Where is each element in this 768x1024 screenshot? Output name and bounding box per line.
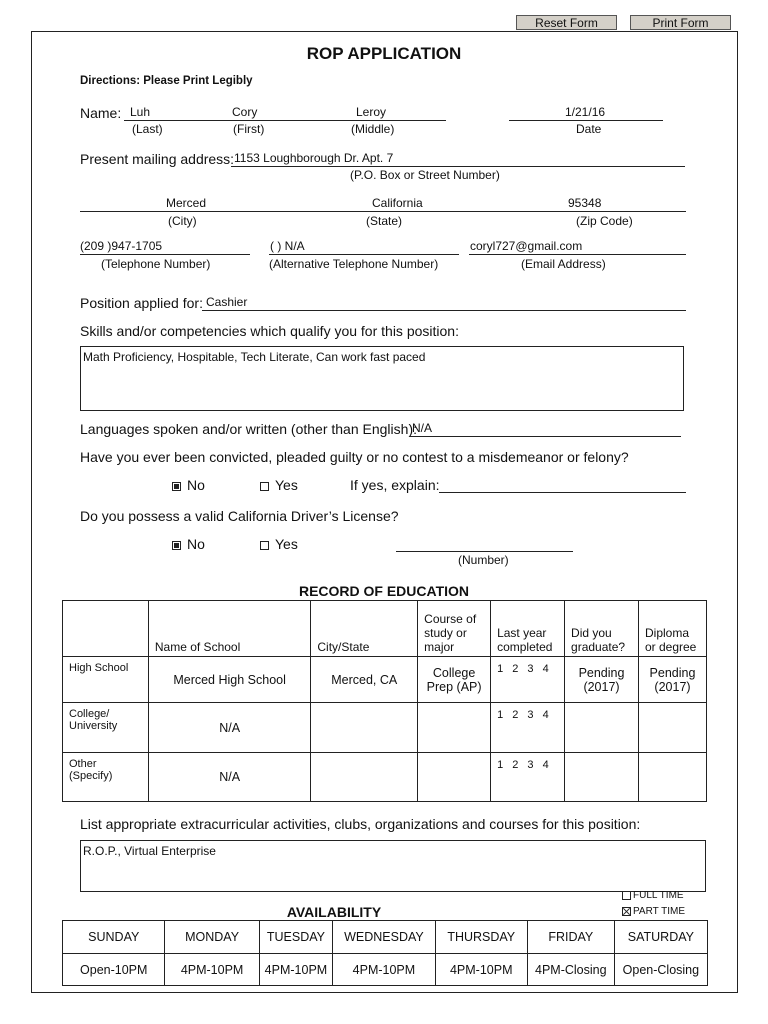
table-row (63, 954, 708, 986)
diploma-cell[interactable] (638, 753, 706, 802)
convicted-yes-label: Yes (275, 477, 298, 493)
part-time-label: PART TIME (633, 906, 686, 917)
city-caption: (City) (168, 214, 197, 228)
license-yes-option[interactable] (260, 536, 298, 552)
full-time-option[interactable] (622, 890, 684, 901)
education-header: Diploma or degree (638, 601, 706, 657)
last-caption: (Last) (132, 122, 163, 136)
day-header: SUNDAY (63, 921, 165, 954)
education-type: Other (Specify) (63, 753, 149, 802)
hours-cell[interactable]: 4PM-10PM (259, 954, 333, 986)
license-number-caption: (Number) (458, 553, 509, 567)
languages-field[interactable]: N/A (412, 421, 433, 435)
license-yes-checkbox[interactable] (260, 541, 269, 550)
education-header (63, 601, 149, 657)
city-state-cell[interactable] (311, 703, 418, 753)
hours-cell[interactable]: 4PM-10PM (165, 954, 259, 986)
education-title: RECORD OF EDUCATION (298, 583, 470, 599)
full-time-label: FULL TIME (633, 890, 684, 901)
convicted-yes-option[interactable] (260, 477, 298, 493)
day-header: SATURDAY (614, 921, 707, 954)
education-table (62, 600, 707, 802)
address-label: Present mailing address: (80, 151, 235, 167)
education-header: Last year completed (491, 601, 565, 657)
city-field[interactable]: Merced (166, 196, 207, 210)
position-field[interactable]: Cashier (206, 295, 248, 309)
availability-title: AVAILABILITY (286, 904, 382, 920)
hours-cell[interactable]: Open-10PM (63, 954, 165, 986)
convicted-yes-checkbox[interactable] (260, 482, 269, 491)
education-header: City/State (311, 601, 418, 657)
convicted-no-option[interactable] (172, 477, 205, 493)
form-title: ROP APPLICATION (306, 44, 462, 63)
last-name-field[interactable]: Luh (130, 105, 151, 119)
diploma-cell[interactable]: Pending (2017) (638, 657, 706, 703)
city-state-cell[interactable] (311, 753, 418, 802)
middle-caption: (Middle) (351, 122, 395, 136)
education-header: Course of study or major (418, 601, 491, 657)
explain-field[interactable] (439, 492, 686, 493)
school-cell[interactable]: N/A (148, 753, 310, 802)
skills-field[interactable]: Math Proficiency, Hospitable, Tech Literate, Can work fast paced (80, 346, 684, 411)
email-caption: (Email Address) (521, 257, 606, 271)
first-caption: (First) (233, 122, 265, 136)
extracurricular-field[interactable]: R.O.P., Virtual Enterprise (80, 840, 706, 892)
date-field[interactable]: 1/21/16 (565, 105, 606, 119)
education-header: Name of School (148, 601, 310, 657)
street-field[interactable]: 1153 Loughborough Dr. Apt. 7 (234, 151, 394, 165)
graduate-cell[interactable]: Pending (2017) (565, 657, 639, 703)
years-cell[interactable]: 1 2 3 4 (491, 703, 565, 753)
day-header: FRIDAY (527, 921, 614, 954)
table-row (63, 657, 707, 703)
state-caption: (State) (366, 214, 403, 228)
state-field[interactable]: California (372, 196, 423, 210)
table-row (63, 753, 707, 802)
street-caption: (P.O. Box or Street Number) (350, 168, 500, 182)
reset-form-button[interactable]: Reset Form (516, 15, 617, 30)
phone-caption: (Telephone Number) (101, 257, 211, 271)
directions: Directions: Please Print Legibly (80, 75, 253, 87)
license-question: Do you possess a valid California Driver’s License? (80, 508, 399, 524)
availability-table (62, 920, 708, 986)
email-field[interactable]: coryl727@gmail.com (470, 239, 583, 253)
date-caption: Date (576, 122, 602, 136)
education-header: Did you graduate? (565, 601, 639, 657)
diploma-cell[interactable] (638, 703, 706, 753)
license-no-checkbox[interactable] (172, 541, 181, 550)
years-cell[interactable]: 1 2 3 4 (491, 657, 565, 703)
first-name-field[interactable]: Cory (232, 105, 258, 119)
education-type: College/ University (63, 703, 149, 753)
extracurricular-label: List appropriate extracurricular activities, clubs, organizations and courses for this position: (80, 816, 641, 832)
hours-cell[interactable]: 4PM-10PM (333, 954, 435, 986)
school-cell[interactable]: Merced High School (148, 657, 310, 703)
table-row (63, 703, 707, 753)
languages-label: Languages spoken and/or written (other than English): (80, 421, 417, 437)
middle-name-field[interactable]: Leroy (356, 105, 387, 119)
course-cell[interactable] (418, 753, 491, 802)
school-cell[interactable]: N/A (148, 703, 310, 753)
convicted-no-checkbox[interactable] (172, 482, 181, 491)
hours-cell[interactable]: Open-Closing (614, 954, 707, 986)
graduate-cell[interactable] (565, 753, 639, 802)
day-header: WEDNESDAY (333, 921, 435, 954)
license-no-option[interactable] (172, 536, 205, 552)
day-header: MONDAY (165, 921, 259, 954)
name-label: Name: (80, 105, 122, 121)
course-cell[interactable]: College Prep (AP) (418, 657, 491, 703)
graduate-cell[interactable] (565, 703, 639, 753)
zip-field[interactable]: 95348 (568, 196, 602, 210)
phone-field[interactable]: (209 )947-1705 (80, 239, 163, 253)
alt-phone-field[interactable]: ( ) N/A (270, 239, 305, 253)
years-cell[interactable]: 1 2 3 4 (491, 753, 565, 802)
convicted-no-label: No (187, 477, 205, 493)
city-state-cell[interactable]: Merced, CA (311, 657, 418, 703)
license-number-field[interactable] (396, 551, 573, 552)
hours-cell[interactable]: 4PM-10PM (435, 954, 527, 986)
course-cell[interactable] (418, 703, 491, 753)
alt-phone-caption: (Alternative Telephone Number) (269, 257, 439, 271)
explain-label: If yes, explain: (350, 477, 440, 493)
full-time-checkbox[interactable] (622, 891, 631, 900)
position-label: Position applied for: (80, 295, 203, 311)
convicted-question: Have you ever been convicted, pleaded guilty or no contest to a misdemeanor or felony? (80, 449, 629, 465)
education-type: High School (63, 657, 149, 703)
license-yes-label: Yes (275, 536, 298, 552)
license-no-label: No (187, 536, 205, 552)
print-form-button[interactable]: Print Form (630, 15, 731, 30)
day-header: THURSDAY (435, 921, 527, 954)
hours-cell[interactable]: 4PM-Closing (527, 954, 614, 986)
skills-label: Skills and/or competencies which qualify you for this position: (80, 323, 459, 339)
day-header: TUESDAY (259, 921, 333, 954)
zip-caption: (Zip Code) (576, 214, 633, 228)
